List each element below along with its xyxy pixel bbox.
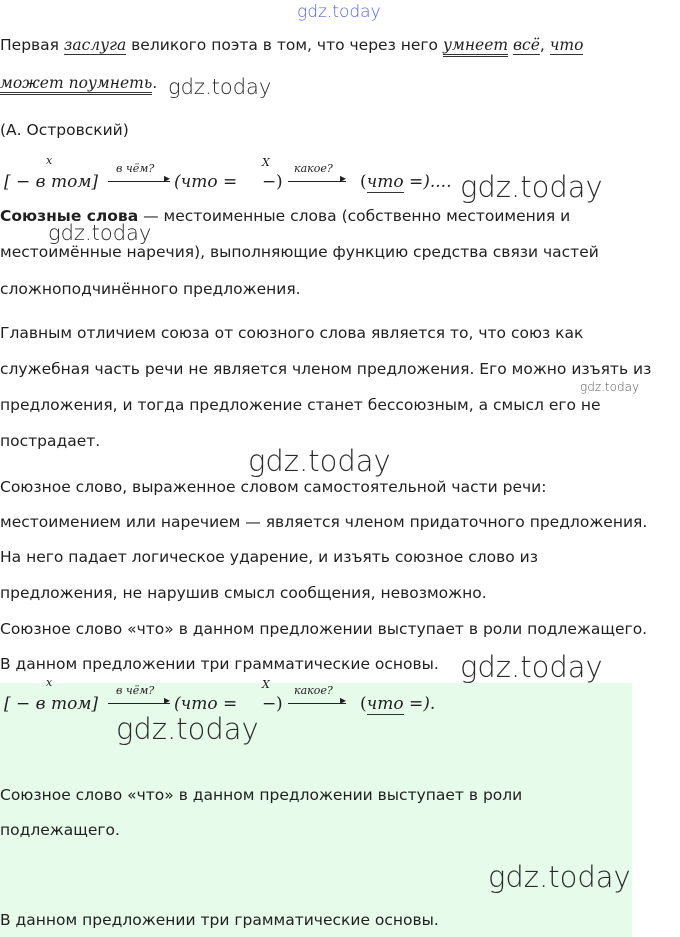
para1-line-1: Союзные слова — местоименные слова (собственно местоимения и xyxy=(0,207,571,225)
scheme-sub-clause: (что = xyxy=(174,694,238,714)
scheme-sub-clause-2: (что =).... xyxy=(360,172,452,192)
watermark: gdz.today xyxy=(488,860,631,894)
arrow-line xyxy=(288,703,346,704)
scheme-close-paren: ) xyxy=(276,172,283,192)
watermark: gdz.today xyxy=(248,444,391,478)
watermark: gdz.today xyxy=(460,170,603,204)
para3-line-2: местоимением или наречием — является членом придаточного предложения. xyxy=(0,513,648,531)
arrow-line xyxy=(108,181,170,182)
scheme-sub-clause: (что = xyxy=(174,172,238,192)
underlined-word-zasluga: заслуга xyxy=(63,36,127,54)
arrow-line xyxy=(108,703,170,704)
para1-line-2: местоимённые наречия), выполняющие функцию средства связи частей xyxy=(0,243,599,261)
watermark: gdz.today xyxy=(168,75,272,99)
scheme-dash: − xyxy=(262,694,277,714)
scheme-x-mark: x xyxy=(46,154,53,167)
para3-line-3: На него падает логическое ударение, и изъять союзное слово из xyxy=(0,548,538,566)
sentence-scheme-2 xyxy=(4,676,464,716)
highlighted-answer-block xyxy=(0,683,632,937)
para2-line-2: служебная часть речи не является членом предложения. Его можно изъять из xyxy=(0,360,652,378)
scheme-question-1: в чём? xyxy=(116,684,155,697)
quote-author: (А. Островский) xyxy=(0,121,129,139)
arrow-head: ▸ xyxy=(164,693,171,707)
green-line-1: Союзное слово «что» в данном предложении выступает в роли xyxy=(0,786,523,804)
double-underlined-word-umneet: умнеет xyxy=(443,36,508,57)
underlined-word-chto: что xyxy=(549,36,584,54)
scheme-dash: − xyxy=(262,172,277,192)
scheme-question-2: какое? xyxy=(294,162,333,175)
scheme-close-paren: ) xyxy=(276,694,283,714)
scheme-question-2: какое? xyxy=(294,684,333,697)
scheme-question-1: в чём? xyxy=(116,162,155,175)
watermark: gdz.today xyxy=(116,712,259,746)
scheme-sub-clause-2: (что =). xyxy=(360,694,436,714)
quote-dot: . xyxy=(152,74,158,92)
sentence-scheme-1 xyxy=(4,154,524,194)
scheme-x-mark: x xyxy=(46,676,53,689)
double-underlined-phrase: может поумнеть xyxy=(0,74,152,95)
arrow-head: ▸ xyxy=(340,693,347,707)
comma: , xyxy=(539,36,550,54)
arrow-head: ▸ xyxy=(340,171,347,185)
scheme-main-clause: [ − в том] xyxy=(4,172,99,192)
watermark-top: gdz.today xyxy=(297,2,381,22)
green-line-3: В данном предложении три грамматические основы. xyxy=(0,911,439,929)
scheme-X-mark: X xyxy=(262,156,270,169)
arrow-line xyxy=(288,181,346,182)
term-bold: Союзные слова xyxy=(0,207,139,225)
para3-line-5: Союзное слово «что» в данном предложении выступает в роли подлежащего. xyxy=(0,620,648,638)
watermark: gdz.today xyxy=(460,650,603,684)
para3-line-4: предложения, не нарушив смысл сообщения, невозможно. xyxy=(0,584,487,602)
arrow-head: ▸ xyxy=(164,171,171,185)
para2-line-4: пострадает. xyxy=(0,432,101,450)
para2-line-1: Главным отличием союза от союзного слова является то, что союз как xyxy=(0,324,584,342)
quote-line-1 xyxy=(0,36,583,54)
para1-line-3: сложноподчинённого предложения. xyxy=(0,280,301,298)
green-line-2: подлежащего. xyxy=(0,821,120,839)
watermark: gdz.today xyxy=(48,221,152,245)
quote-line-2 xyxy=(0,74,157,92)
quote-text: великого поэта в том, что через него xyxy=(126,36,443,54)
para3-line-1: Союзное слово, выраженное словом самостоятельной части речи: xyxy=(0,478,547,496)
para3-line-6: В данном предложении три грамматические основы. xyxy=(0,655,439,673)
watermark: gdz.today xyxy=(580,380,640,394)
scheme-X-mark: X xyxy=(262,678,270,691)
scheme-main-clause: [ − в том] xyxy=(4,694,99,714)
quote-text: Первая xyxy=(0,36,64,54)
para2-line-3: предложения, и тогда предложение станет бессоюзным, а смысл его не xyxy=(0,396,601,414)
underlined-word-vse: всё xyxy=(513,36,540,54)
